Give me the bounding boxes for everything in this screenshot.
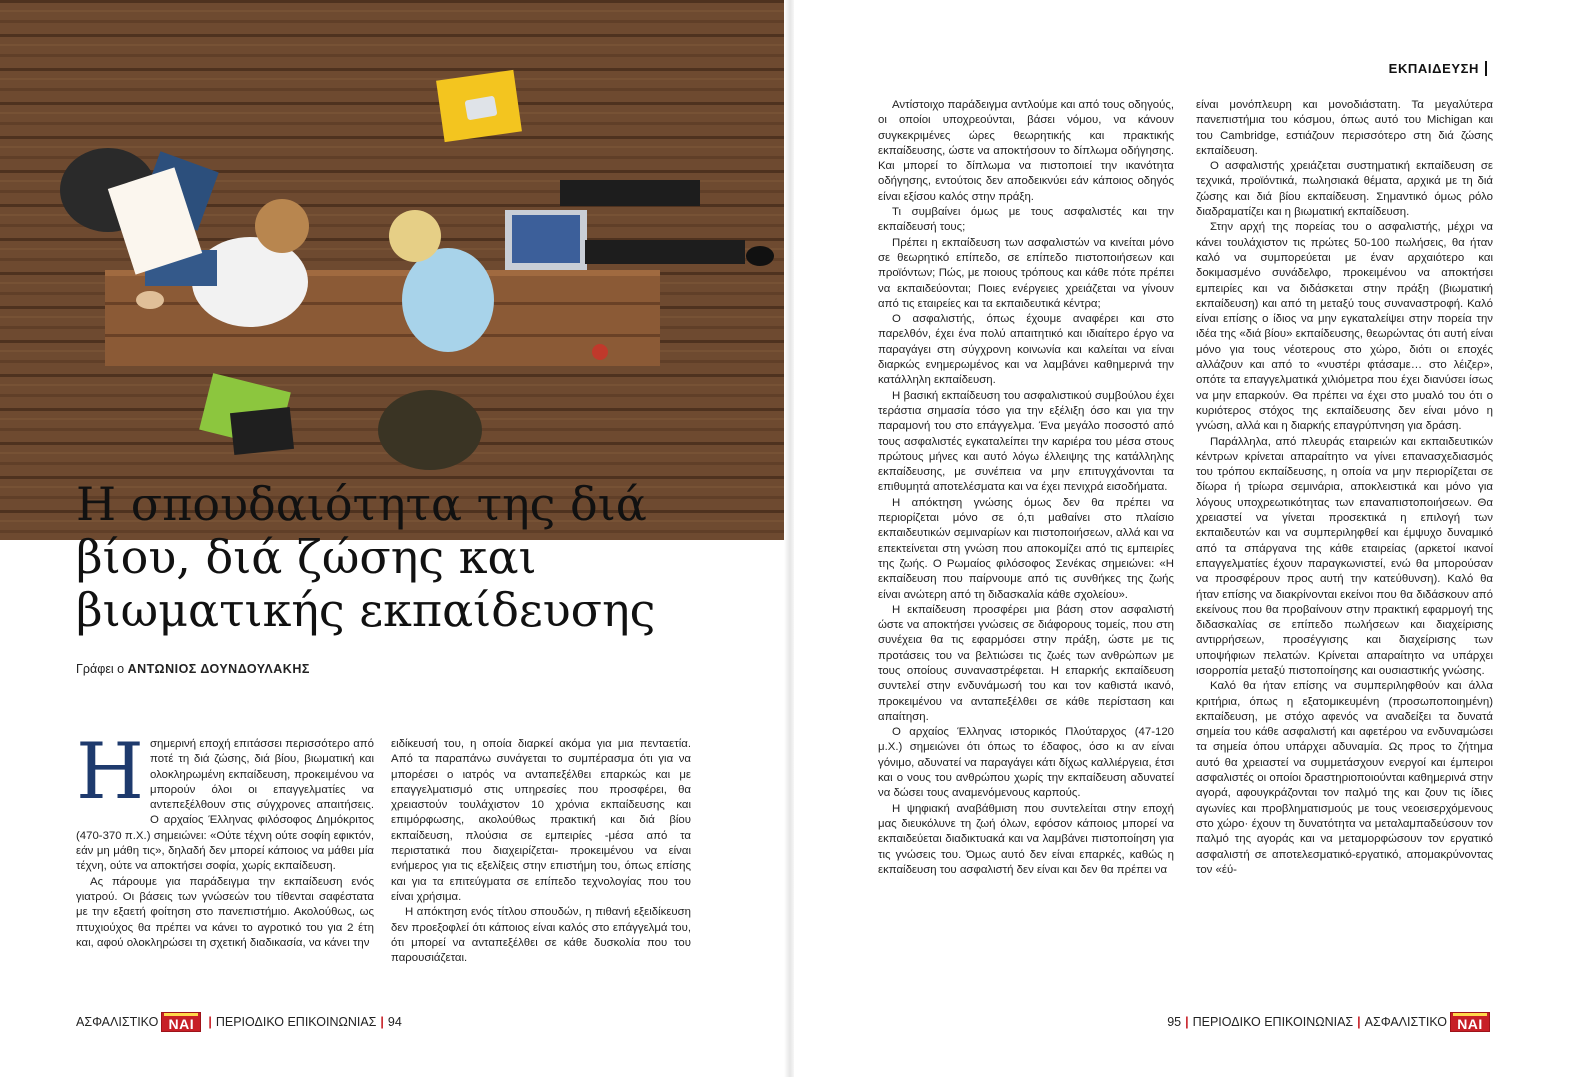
footer-separator: | xyxy=(1357,1015,1361,1029)
footer-label: ΠΕΡΙΟΔΙΚΟ ΕΠΙΚΟΙΝΩΝΙΑΣ xyxy=(215,1015,377,1029)
paragraph: Ο ασφαλιστής χρειάζεται συστηματική εκπαίδευση σε τεχνικά, προϊόντικά, πωλησιακά θέματα, αρχικά με τη διά ζώσης και διά βίου εκπαίδευση. Σημαντικό όμως ρόλο διαδραματίζει και η βιωματική εκπαίδευση. xyxy=(1196,160,1493,219)
nai-logo-text: ΝΑΙ xyxy=(1457,1016,1483,1032)
bottle xyxy=(592,344,608,360)
footer-separator: | xyxy=(208,1015,212,1029)
right-column-2 xyxy=(1196,98,1493,878)
paragraph: Αντίστοιχο παράδειγμα αντλούμε και από τους οδηγούς, οι οποίοι υποχρεούνται, βάσει νόμου, να κάνουν συγκεκριμένες ώρες θεωρητικής και πρακτικής εκπαίδευσης, ώστε να αποκτήσουν το δίπλωμα οδήγησης. Και μπορεί το δίπλωμα να πιστοποιεί την ικανότητα οδήγησης, εντούτοις δεν αποδεικνύει εάν κάποιος οδηγός είναι εξίσου καλός στην πράξη. xyxy=(878,99,1174,203)
left-column-2 xyxy=(391,737,691,966)
nai-logo xyxy=(161,1012,201,1032)
nai-logo-text: ΝΑΙ xyxy=(168,1016,195,1032)
paragraph: Η ψηφιακή αναβάθμιση που συντελείται στην εποχή μας διευκόλυνε τη ζωή όλων, εφόσον κάποιος μπορεί να εκπαιδεύεται διαδικτυακά και να λαμβάνει πιστοποίηση για τις γνώσεις του. Όμως αυτό δεν είναι επαρκές, καθώς η εκπαίδευση του ασφαλιστή δεν είναι και δεν θα πρέπει να xyxy=(878,802,1174,876)
byline-author: ΑΝΤΩΝΙΟΣ ΔΟΥΝΔΟΥΛΑΚΗΣ xyxy=(127,662,310,676)
paragraph: Ας πάρουμε για παράδειγμα την εκπαίδευση ενός γιατρού. Οι βάσεις των γνώσεών του τίθενται σαφέστατα με την εξαετή φοίτηση στο πανεπιστήμιο. Ακολούθως, ως πτυχιούχος θα πρέπει να κάνει το αγροτικό του για 2 έτη και, αφού ολοκληρώσει τη σχετική διαδικασία, να κάνει την xyxy=(76,875,374,949)
footer-left xyxy=(76,1012,402,1032)
drop-cap: Η xyxy=(76,727,145,817)
paragraph: Ο ασφαλιστής, όπως έχουμε αναφέρει και στο παρελθόν, έχει ένα πολύ απαιτητικό και ιδιαίτερο έργο να παραγάγει στη σύγχρονη κοινωνία και καλείται να είναι διαρκώς ενημερωμένος και να λαμβάνει καθημερινά την κατάλληλη εκπαίδευση. xyxy=(878,313,1174,387)
footer-separator: | xyxy=(1185,1015,1189,1029)
page-number: 95 xyxy=(1167,1015,1182,1029)
hero-photo-students-on-bench xyxy=(0,0,786,540)
paragraph: ειδίκευσή του, η οποία διαρκεί ακόμα για μια πενταετία. Από τα παραπάνω συνάγεται το συμπέρασμα ότι για να μπορέσει ο ιατρός να ανταπεξέλθει επαρκώς και με επαγγελματισμό στις υπηρεσίες που προσφέρει, θα χρειαστούν τουλάχιστον 10 χρόνια εκπαίδευσης και επιμόρφωσης, ακολούθως πρακτική και διά βίου εκπαίδευση, πλούσια σε εμπειρίες -μέσα από τα περιστατικά που διαχειρίζεται- προκειμένου να είναι ενήμερος για τις εξελίξεις στην επιστήμη του, όπως επίσης και για τα επιτεύγματα σε επίπεδο τεχνολογίας που του είναι χρήσιμα. xyxy=(391,738,691,903)
paragraph: Η απόκτηση γνώσης όμως δεν θα πρέπει να περιορίζεται μόνο σε ό,τι μαθαίνει στο πλαίσιο εκπαιδευτικών σεμιναρίων και πιστοποιήσεων, αλλά και να επεκτείνεται στη γνώση που αποκομίζει από τις εμπειρίες της ζωής. Ο Ρωμαίος φιλόσοφος Σενέκας σημειώνει: «Η εκπαίδευση που παίρνουμε από τις συνθήκες της ζωής είναι ανώτερη από τη διδασκαλία κάθε σχολείου». xyxy=(878,496,1174,601)
paragraph: Η βασική εκπαίδευση του ασφαλιστικού συμβούλου έχει τεράστια σημασία τόσο για την εξέλιξη όσο και για την παραμονή του στο επάγγελμα. Ένα μεγάλο ποσοστό από τους ασφαλιστές εγκαταλείπει την καριέρα του μέσα στους πρώτους μήνες και αυτό λόγω έλλειψης της κατάλληλης εκπαίδευσης, με συνέπεια να μην επιτυγχάνονται τα επιθυμητά αποτελέσματα και να έχει πενιχρά εισοδήματα. xyxy=(878,389,1174,494)
paragraph: Καλό θα ήταν επίσης να συμπεριληφθούν και άλλα κριτήρια, όπως η εξατομικευμένη (προσωποποιημένη) εκπαίδευση, με στόχο αφενός να αναδείξει τα δυνατά σημεία του κάθε ασφαλιστή και αφετέρου να ενδυναμώσει τα σημεία όπου υπάρχει αδυναμία. Ως προς το ζήτημα αυτό θα χρειαστεί να συμμετάσχουν ενεργοί και έμπειροι ασφαλιστές οι οποίοι δραστηριοποιούνται καθημερινά στην αγορά, αφουγκράζονται τον παλμό της και ζουν τις ίδιες αγωνίες και προβληματισμούς με τους νεοεισερχόμενους στο χώρο· έχουν τη δυνατότητα να μεταλαμπαδεύσουν τον παλμό της αγοράς και να μεταμορφώσουν τον εργατικό ασφαλιστή σε αποτελεσματικό-εργατικό, απομακρύνοντας τον «έύ- xyxy=(1196,680,1493,876)
footer-label: ΠΕΡΙΟΔΙΚΟ ΕΠΙΚΟΙΝΩΝΙΑΣ xyxy=(1192,1015,1354,1029)
black-notebook xyxy=(230,407,294,455)
left-page xyxy=(0,0,786,1077)
footer-magazine-name: ΑΣΦΑΛΙΣΤΙΚΟ xyxy=(1364,1015,1447,1029)
byline-prefix: Γράφει ο xyxy=(76,662,125,676)
article-headline: Η σπουδαιότητα της διά βίου, διά ζώσης και βιωματικής εκπαίδευσης xyxy=(76,477,656,637)
nai-logo xyxy=(1450,1012,1490,1032)
paragraph: Η εκπαίδευση προσφέρει μια βάση στον ασφαλιστή ώστε να αποκτήσει γνώσεις σε διάφορους τομείς, που στη συνέχεια θα τις εφαρμόσει στην πράξη, ώστε με τις προτάσεις του να βελτιώσει τις ζωές των ανθρώπων με τους οποίους συναναστρέφεται. Η επαρκής εκπαίδευση συντελεί στην ενδυνάμωσή του και τον καθιστά ικανό, προκειμένου να ανταπεξέλθει σε κάθε περίσταση και απαίτηση. xyxy=(878,603,1174,723)
left-column-1 xyxy=(76,727,374,951)
right-column-1 xyxy=(878,98,1174,878)
paragraph: Η απόκτηση ενός τίτλου σπουδών, η πιθανή εξειδίκευση δεν προεξοφλεί ότι κάποιος είναι καλός στο επάγγελμά του, ότι μπορεί να ανταπεξέλθει σε κάθε δυσκολία που του παρουσιάζεται. xyxy=(391,906,691,965)
section-label: ΕΚΠΑΙΔΕΥΣΗ xyxy=(1389,61,1487,76)
byline xyxy=(76,662,310,676)
page-number: 94 xyxy=(387,1015,402,1029)
footer-magazine-name: ΑΣΦΑΛΙΣΤΙΚΟ xyxy=(76,1015,159,1029)
hero-photo-illustration xyxy=(0,0,786,540)
paragraph: Παράλληλα, από πλευράς εταιρειών και εκπαιδευτικών κέντρων κρίνεται απαραίτητο να γίνει επανασχεδιασμός του τρόπου εκπαίδευσης, η οποία να μην περιορίζεται σε δίωρα ή τρίωρα σεμινάρια, αποκλειστικά και μόνο για λόγους υποχρεωτικότητας των επαναπιστοποιήσεων. Θα χρειαστεί να γίνεται προσεκτικά η επιλογή των εκπαιδευτών και να συμπεριληφθεί και έμψυχο δυναμικό από τα σπάργανα της κάθε εταιρείας (αρκετοί ικανοί επαγγελματίες έχουν παραγκωνιστεί, ενώ θα μπορούσαν να προσφέρουν προς αυτή την κατεύθυνση). Καλό θα ήταν επίσης να διακρίνονται εκείνοι που θα διδάσκουν από εκείνους που θα προβαίνουν στην πρακτική εφαρμογή της διδασκαλίας σε επίπεδο πωλήσεων και διαχείρισης αντιρρήσεων, προσέγγισης και διαχείρισης των υποψήφιων πελατών. Κρίνεται απαραίτητο να υπάρχει ισορροπία μεταξύ πιστοποίησης και ουσιαστικής γνώσης. xyxy=(1196,435,1493,677)
footer-separator: | xyxy=(380,1015,384,1029)
paragraph: σημερινή εποχή επιτάσσει περισσότερο από ποτέ τη διά ζώσης, διά βίου, βιωματική και ολοκληρωμένη εκπαίδευση, προκειμένου να μπορούν όλοι οι επαγγελματίες να αντεπεξέλθουν στις σύγχρονες απαιτήσεις. Ο αρχαίος Έλληνας φιλόσοφος Δημόκριτος (470-370 π.Χ.) σημειώνει: «Ούτε τέχνη ούτε σοφίη εφικτόν, εάν μη μάθη τις», δηλαδή δεν μπορεί κάποιος να μάθει μία τέχνη, ούτε να αποκτήσει σοφία, χωρίς εκπαίδευση. xyxy=(76,738,374,873)
paragraph: Τι συμβαίνει όμως με τους ασφαλιστές και την εκπαίδευσή τους; xyxy=(878,206,1174,234)
paragraph: Στην αρχή της πορείας του ο ασφαλιστής, μέχρι να κάνει τουλάχιστον τις πρώτες 50-100 πωλήσεις, θα ήταν καλό να συμπορεύεται με έναν αρχαιότερο και δοκιμασμένο συνάδελφο, προκειμένου να αποκτήσει εμπειρίες και να διδάσκεται στην πράξη (βιωματική εκπαίδευση) και από τη μεταξύ τους συναναστροφή. Καλό είναι επίσης ο ίδιος να μην εγκαταλείψει στην πορεία την ιδέα της «διά βίου» εκπαίδευσης, θεωρώντας ότι αυτή είναι μόνο για τους νέοτερους στο χώρο, διότι οι εποχές αλλάζουν και από το «νυστέρι φτάσαμε… στο λέιζερ», οπότε τα επαγγελματικά χιλιόμετρα που έχει διανύσει ίσως να μην επαρκούν. Θα πρέπει να έχει στο μυαλό του ότι ο κυριότερος στόχος της εκπαίδευσης δεν είναι μόνο η γνώση, αλλά και η διαρκής επαγρύπνηση για δράση. xyxy=(1196,221,1493,433)
paragraph: Ο αρχαίος Έλληνας ιστορικός Πλούταρχος (47-120 μ.Χ.) σημειώνει ότι όπως το έδαφος, όσο κι αν είναι γόνιμο, αδυνατεί να παραγάγει κάτι δίχως καλλιέργεια, έτσι και ο νους του ανθρώπου χωρίς την εκπαίδευση αδυνατεί να δώσει τους αναμενόμενους καρπούς. xyxy=(878,726,1174,800)
footer-right xyxy=(1167,1012,1493,1032)
backpack-bottom xyxy=(378,390,482,470)
paragraph: είναι μονόπλευρη και μονοδιάστατη. Τα μεγαλύτερα πανεπιστήμια του κόσμου, όπως αυτό του Michigan και του Cambridge, εστιάζουν περισσότερο στη διά ζώσης εκπαίδευση. xyxy=(1196,99,1493,157)
paragraph: Πρέπει η εκπαίδευση των ασφαλιστών να κινείται μόνο σε θεωρητικό επίπεδο, σε επίπεδο πιστοποιήσεων και προϊόντων; Πώς, με ποιους τρόπους και κάθε πότε πρέπει να εκπαιδεύονται; Ποιες ενέργειες χρειάζεται να γίνουν από τις εταιρείες και τα εκπαιδευτικά κέντρα; xyxy=(878,236,1174,310)
